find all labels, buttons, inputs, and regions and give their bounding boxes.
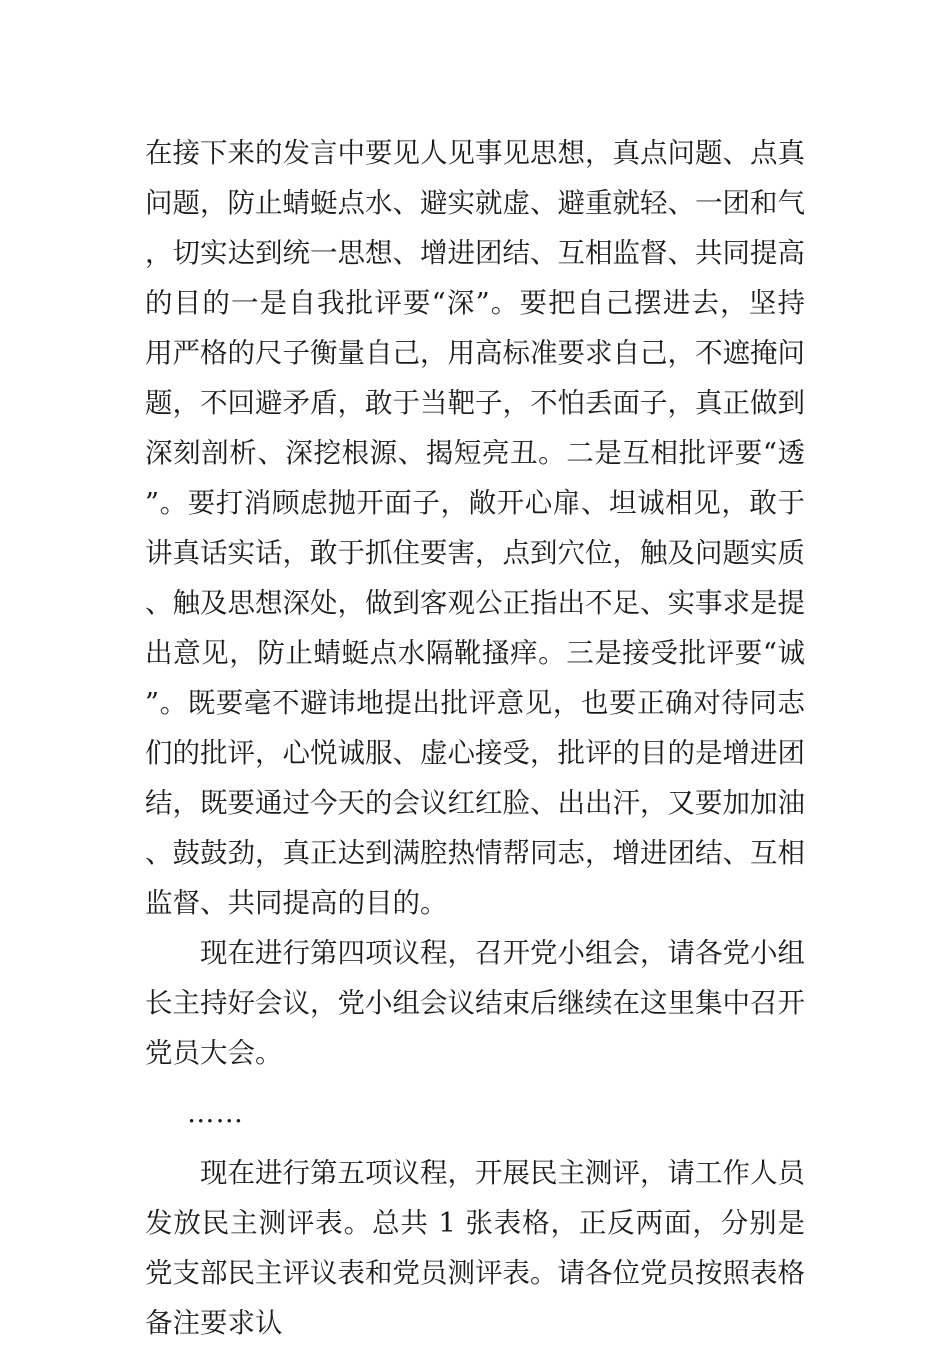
paragraph-agenda-item-four: 现在进行第四项议程，召开党小组会，请各党小组长主持好会议，党小组会议结束后继续在这里集中召开党员大会。	[145, 937, 805, 1069]
paragraph-gap	[145, 1078, 805, 1088]
document-body	[145, 128, 805, 1348]
paragraph-agenda-item-five: 现在进行第五项议程，开展民主测评，请工作人员发放民主测评表。总共 1 张表格，正反两面，分别是党支部民主评议表和党员测评表。请各位党员按照表格备注要求认	[145, 1157, 805, 1339]
paragraph-criticism-guidance: 在接下来的发言中要见人见事见思想，真点问题、点真问题，防止蜻蜓点水、避实就虚、避重就轻、一团和气，切实达到统一思想、增进团结、互相监督、共同提高的目的一是自我批评要“深”。要把自己摆进去，坚持用严格的尺子衡量自己，用高标准要求自己，不遮掩问题，不回避矛盾，敢于当靶子，不怕丢面子，真正做到深刻剖析、深挖根源、揭短亮丑。二是互相批评要“透”。要打消顾虑抛开面子，敞开心扉、坦诚相见，敢于讲真话实话，敢于抓住要害，点到穴位，触及问题实质、触及思想深处，做到客观公正指出不足、实事求是提出意见，防止蜻蜓点水隔靴搔痒。三是接受批评要“诚”。既要毫不避讳地提出批评意见，也要正确对待同志们的批评，心悦诚服、虚心接受，批评的目的是增进团结，既要通过今天的会议红红脸、出出汗，又要加加油、鼓鼓劲，真正达到满腔热情帮同志，增进团结、互相监督、共同提高的目的。	[145, 137, 805, 919]
paragraph-ellipsis: ……	[187, 1097, 244, 1129]
